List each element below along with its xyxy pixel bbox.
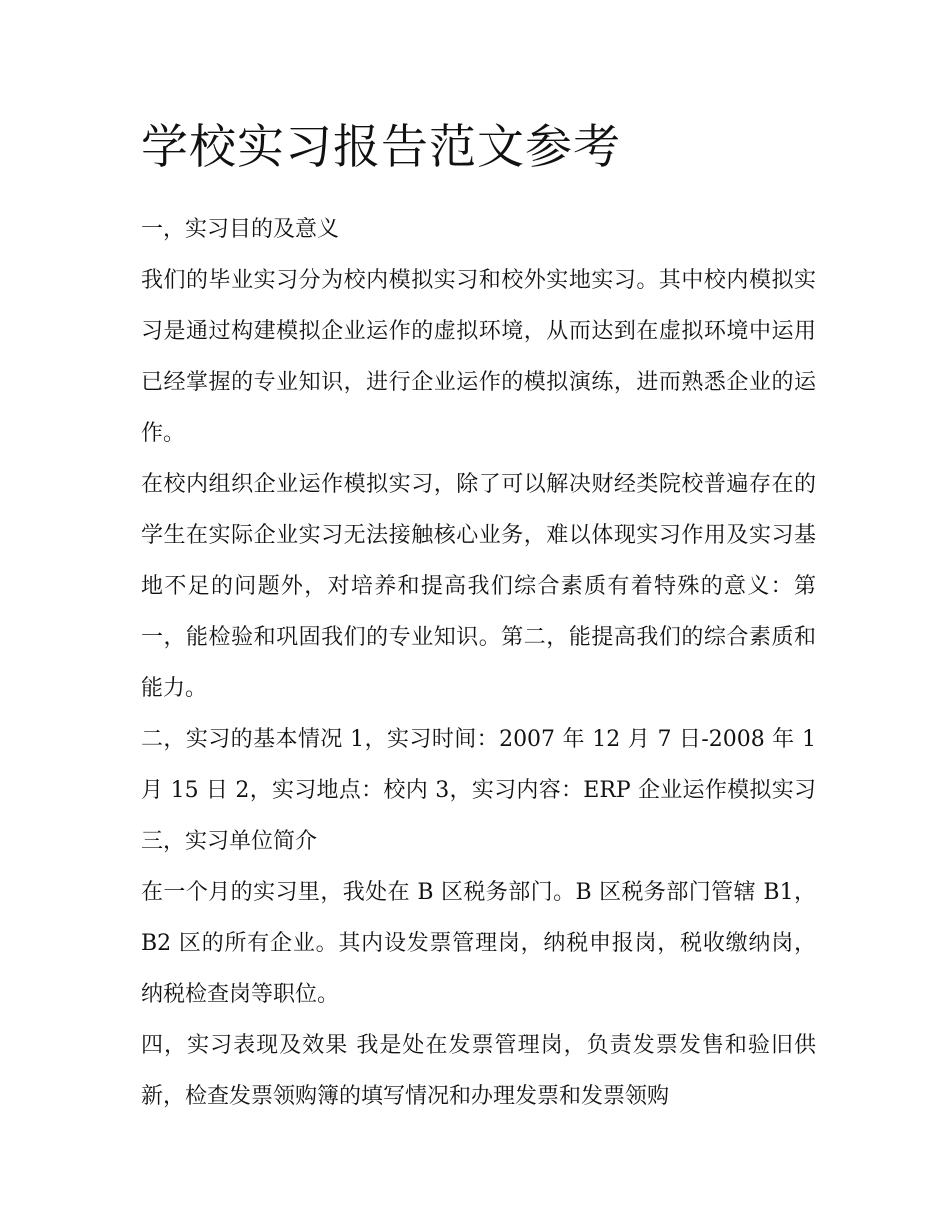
paragraph-performance: 四，实习表现及效果 我是处在发票管理岗，负责发票发售和验旧供新，检查发票领购簿的填写情况和办理发票和发票领购 [141, 1033, 816, 1109]
section-heading-purpose: 一，实习目的及意义 [141, 217, 340, 242]
paragraph-unit-intro: 在一个月的实习里，我处在 B 区税务部门。B 区税务部门管辖 B1，B2 区的所有企业。其内设发票管理岗，纳税申报岗，税收缴纳岗，纳税检查岗等职位。 [141, 880, 816, 1007]
paragraph-internship-significance: 在校内组织企业运作模拟实习，除了可以解决财经类院校普遍存在的学生在实际企业实习无法接触核心业务，难以体现实习作用及实习基地不足的问题外，对培养和提高我们综合素质有着特殊的意义：第一，能检验和巩固我们的专业知识。第二，能提高我们的综合素质和能力。 [141, 472, 816, 701]
document-body [141, 112, 816, 1122]
document-title: 学校实习报告范文参考 [141, 120, 621, 175]
paragraph-internship-types: 我们的毕业实习分为校内模拟实习和校外实地实习。其中校内模拟实习是通过构建模拟企业运作的虚拟环境，从而达到在虚拟环境中运用已经掌握的专业知识，进行企业运作的模拟演练，进而熟悉企业的运作。 [141, 268, 816, 446]
paragraph-basic-info: 二，实习的基本情况 1，实习时间：2007 年 12 月 7 日-2008 年 1 月 15 日 2，实习地点：校内 3，实习内容：ERP 企业运作模拟实习 三，实习单位简介 [141, 727, 816, 854]
